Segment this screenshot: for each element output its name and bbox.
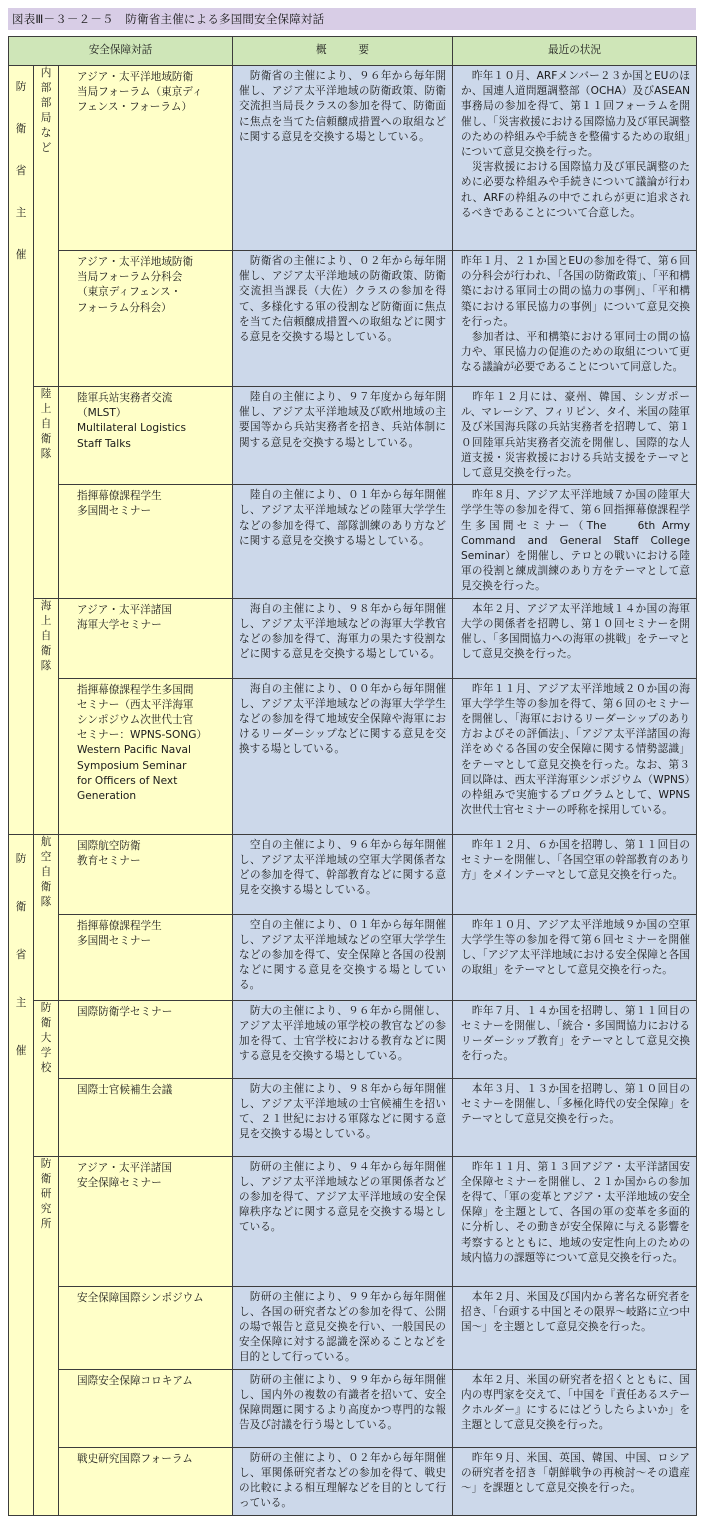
vertical-char: 部 [40,97,52,109]
summary-cell [233,1286,453,1369]
vertical-text [16,66,27,276]
summary-cell [233,1156,453,1286]
dialog-name-line: 多国間セミナー [77,934,152,947]
vertical-text [41,387,52,462]
dialog-name-line: 国際防衛学セミナー [77,1005,173,1018]
figure-title: 図表Ⅲ－３－２－５ 防衛省主催による多国間安全保障対話 [8,8,696,30]
dialog-name-line: Western Pacific Naval [77,744,191,757]
vertical-char: 大 [40,1031,52,1044]
status-cell [453,598,697,678]
org-defense-academy [34,1000,59,1156]
vertical-char: 防 [40,1001,52,1014]
dialog-name-line: セミナー：WPNS-SONG） [77,729,208,742]
status-cell [453,251,697,387]
summary-text: 防研の主催により、９９年から毎年開催し、各国の研究者などの参加を得て、公開の場で報告と意見交換を行い、一般国民の安全保障に対する認識を深めることなどを目的として行っている。 [239,1290,447,1364]
vertical-char: 催 [15,249,27,261]
dialog-name-cell [59,251,233,387]
status-cell [453,66,697,251]
summary-text: 防衛省の主催により、０２年から毎年開催し、アジア太平洋地域の防衛政策、防衛交流担当課長（大佐）クラスの参加を得て、多様化する軍の役割など防衛面に焦点を当てた信頼醸成措置への取組などに関する意見を交換する場としている。 [239,255,447,344]
status-paragraph: 本年２月、米国及び国内から著名な研究者を招き、「台頭する中国とその限界～岐路に立つ中国～」を主題として意見交換を行った。 [461,1290,691,1334]
summary-cell [233,598,453,678]
dialog-name-line: for Officers of Next [77,774,178,787]
summary-cell [233,914,453,1000]
vertical-text [16,835,27,1075]
dialog-name-line: 指揮幕僚課程学生 [77,919,162,932]
vertical-char: 究 [40,1202,52,1215]
dialog-name-line: アジア・太平洋諸国 [77,603,172,616]
summary-cell [233,1000,453,1078]
dialog-name-line: フェンス・フォーラム） [77,101,193,114]
status-paragraph: 昨年８月、アジア太平洋地域７か国の陸軍大学学生等の参加を得て、第６回指揮幕僚課程学生多国間セミナー（The 6th Army Command and General Staff College Seminar）を開催し、テロとの戦いにおける陸軍の役割と練成訓練のあり方をテーマとして意見交換を行った。 [461,489,691,593]
vertical-char: 内 [40,67,52,79]
vertical-char: 陸 [40,388,52,400]
header-dialog: 安全保障対話 [9,37,233,66]
dialog-name-cell [59,66,233,251]
vertical-text [41,66,52,156]
vertical-char: 省 [15,948,27,961]
vertical-char: 航 [40,835,52,848]
summary-cell [233,251,453,387]
org-nids [34,1156,59,1515]
header-status: 最近の状況 [453,37,697,66]
summary-cell [233,387,453,485]
table-row [9,1369,697,1447]
dialog-name-line: 当局フォーラム分科会 [77,271,183,284]
table-body [9,66,697,1516]
header-summary: 概 要 [233,37,453,66]
status-paragraph: 昨年７月、１４か国を招聘し、第１１回目のセミナーを開催し、「統合・多国間協力におけるリーダーシップ教育」をテーマとして意見交換を行った。 [461,1004,691,1063]
status-cell [453,1156,697,1286]
vertical-char: 催 [15,1044,27,1057]
summary-text: 陸自の主催により、９７年度から毎年開催し、アジア太平洋地域及び欧州地域の主要国等から兵站実務者を招き、兵站体制に関する意見を交換する場としている。 [239,391,447,449]
vertical-char: 局 [40,112,52,124]
vertical-text [41,1001,52,1076]
dialog-name-line: 戦史研究国際フォーラム [77,1452,193,1465]
status-paragraph: 参加者は、平和構築における軍同士の間の協力や、軍民協力の促進のための取組について更なる議論が必要であることについて同意した。 [461,331,691,374]
summary-text: 海自の主催により、００年から毎年開催し、アジア太平洋地域などの海軍大学学生などの参加を得て地域安全保障や海軍におけるリーダーシップなどに関する意見を交換する場としている。 [239,682,447,756]
summary-text: 防研の主催により、９４年から毎年開催し、アジア太平洋地域などの軍関係者などの参加を得て、アジア太平洋地域の安全保障秩序などに関する意見を交換する場としている。 [239,1160,447,1234]
org-air-sdf [34,834,59,1000]
summary-text: 空自の主催により、０１年から毎年開催し、アジア太平洋地域などの空軍大学学生などの参加を得て、安全保障と各国の役割などに関する意見を交換する場としている。 [239,918,447,992]
vertical-char: 衛 [15,123,27,135]
dialog-name-line: 安全保障国際シンポジウム [77,1291,204,1304]
org-ground-sdf [34,387,59,599]
vertical-char: 衛 [40,880,52,893]
dialog-name-line: アジア・太平洋地域防衛 [77,71,194,83]
dialog-name-line: 海軍大学セミナー [77,618,162,631]
table-header-row [9,37,697,66]
dialog-name-line: （東京ディフェンス・ [77,286,182,299]
dialog-name-line: 国際士官候補生会議 [77,1083,173,1096]
summary-text: 防大の主催により、９８年から毎年開催し、アジア太平洋地域の士官候補生を招いて、２１世紀における軍隊などに関する意見を交換する場としている。 [239,1082,447,1141]
summary-text: 空自の主催により、９６年から毎年開催し、アジア太平洋地域の空軍大学関係者などの参加を得て、幹部教育などに関する意見を交換する場としている。 [239,838,447,897]
dialog-name-line: 指揮幕僚課程学生 [77,490,162,503]
table-row [9,598,697,678]
status-paragraph: 昨年９月、米国、英国、韓国、中国、ロシアの研究者を招き「朝鮮戦争の再検討～その遺産～」を課題として意見交換を行った。 [461,1451,691,1495]
vertical-char: 研 [40,1187,52,1200]
vertical-char: 所 [40,1217,52,1230]
vertical-char: 自 [40,629,52,642]
org-naikyoku [34,66,59,387]
summary-cell [233,1369,453,1447]
summary-cell [233,678,453,834]
table-row [9,914,697,1000]
dialog-name-cell [59,485,233,598]
status-cell [453,387,697,485]
dialog-name-cell [59,1447,233,1515]
status-paragraph: 昨年１２月、６か国を招聘し、第１１回目のセミナーを開催し、「各国空軍の幹部教育のあり方」をメインテーマとして意見交換を行った。 [461,838,691,882]
vertical-char: 学 [40,1046,52,1059]
vertical-char: 省 [15,165,27,177]
dialog-name-cell [59,834,233,914]
summary-text: 防研の主催により、９９年から毎年開催し、国内外の複数の有識者を招いて、安全保障問題に関するより高度かつ専門的な報告及び討議を行う場としている。 [239,1373,447,1432]
status-cell [453,914,697,1000]
table-row [9,1156,697,1286]
vertical-char: 主 [15,207,27,219]
status-cell [453,834,697,914]
vertical-char: 衛 [15,900,27,913]
status-cell [453,1000,697,1078]
summary-cell [233,485,453,598]
dialog-name-line: 当局フォーラム（東京ディ [77,86,203,99]
status-cell [453,1447,697,1515]
table-row [9,485,697,598]
vertical-char: 衛 [40,1172,52,1185]
vertical-char: 防 [15,81,27,93]
vertical-char: 防 [15,852,27,865]
dialogue-table [8,36,697,1516]
vertical-char: 海 [40,599,52,612]
summary-cell [233,1078,453,1156]
table-row [9,1447,697,1515]
vertical-char: 衛 [40,433,52,445]
dialog-name-cell [59,1078,233,1156]
status-paragraph: 昨年１月、２１か国とEUの参加を得て、第６回の分科会が行われ、「各国の防衛政策」、「平和構築における軍同士の間の協力の事例」、「平和構築における軍民協力の事例」について意見交換を行った。 [461,255,691,328]
dialog-name-cell [59,1156,233,1286]
dialog-name-line: アジア・太平洋地域防衛 [77,256,194,268]
dialog-name-cell [59,914,233,1000]
status-paragraph: 昨年１２月には、豪州、韓国、シンガポール、マレーシア、フィリピン、タイ、米国の陸軍及び米国海兵隊の兵站実務者を招聘して、第１０回陸軍兵站実務者交流を開催し、国際的な人道支援・災害救援における兵站支援をテーマとして意見交換を行った。 [461,391,691,480]
dialog-name-line: 指揮幕僚課程学生多国間 [77,683,194,696]
status-paragraph: 本年２月、アジア太平洋地域１４か国の海軍大学の関係者を招聘し、第１０回セミナーを開催し、「多国間協力への海軍の挑戦」をテーマとして意見交換を行った。 [461,602,691,661]
vertical-char: 衛 [40,644,52,657]
dialog-name-line: 多国間セミナー [77,505,152,518]
dialog-name-line: 安全保障セミナー [77,1176,162,1189]
org-maritime-sdf [34,598,59,834]
vertical-char: 防 [40,1157,52,1170]
table-row [9,834,697,914]
dialog-name-line: Generation [77,790,137,803]
vertical-char: 隊 [40,659,52,672]
summary-text: 陸自の主催により、０１年から毎年開催し、アジア太平洋地域などの陸軍大学学生などの参加を得て、部隊訓練のあり方などに関する意見を交換する場としている。 [239,489,447,547]
vertical-char: 空 [40,850,52,863]
dialog-name-line: フォーラム分科会） [77,301,172,314]
vertical-char: 隊 [40,448,52,460]
dialog-name-cell [59,1000,233,1078]
dialog-name-line: （MLST） [77,407,127,420]
vertical-char: 主 [15,996,27,1009]
status-cell [453,485,697,598]
vertical-text [41,835,52,910]
table-row [9,678,697,834]
summary-cell [233,66,453,251]
vertical-char: 上 [40,403,52,415]
vertical-char: 校 [40,1061,52,1074]
vertical-text [41,1157,52,1232]
dialog-name-line: 教育セミナー [77,854,141,867]
status-cell [453,1078,697,1156]
summary-cell [233,1447,453,1515]
status-paragraph: 昨年１１月、第１３回アジア・太平洋諸国安全保障セミナーを開催し、２１か国からの参加を得て、「軍の変革とアジア・太平洋地域の安全保障」を主題として、各国の軍の変革を多面的に分析し、その動きが安全保障に与える影響を考察するとともに、地域の安定性向上のための域内協力の課題等について意見交換を行った。 [461,1160,691,1264]
table-row [9,251,697,387]
dialog-name-line: シンポジウム次世代士官 [77,714,194,727]
status-paragraph: 本年２月、米国の研究者を招くとともに、国内の専門家を交えて、「中国を『責任あるステークホルダー』にするにはどうしたらよいか」を主題として意見交換を行った。 [461,1373,691,1432]
dialog-name-cell [59,1369,233,1447]
table-row [9,1078,697,1156]
dialog-name-line: 国際安全保障コロキアム [77,1374,193,1387]
status-paragraph: 本年３月、１３か国を招聘し、第１０回目のセミナーを開催し、「多極化時代の安全保障」をテーマとして意見交換を行った。 [461,1082,691,1126]
summary-text: 防大の主催により、９６年から開催し、アジア太平洋地域の軍学校の教官などの参加を得て、士官学校における教育などに関する意見を交換する場としている。 [239,1004,447,1063]
status-cell [453,678,697,834]
dialog-name-line: Symposium Seminar [77,759,187,772]
dialog-name-line: アジア・太平洋諸国 [77,1161,172,1174]
vertical-char: 隊 [40,895,52,908]
dialog-name-line: 国際航空防衛 [77,839,141,852]
vertical-char: 上 [40,614,52,627]
summary-text: 海自の主催により、９８年から毎年開催し、アジア太平洋地域などの海軍大学教官などの参加を得て、海軍力の果たす役割などに関する意見を交換する場としている。 [239,602,447,661]
summary-text: 防衛省の主催により、９６年から毎年開催し、アジア太平洋地域の防衛政策、防衛交流担当局長クラスの参加を得て、防衛面に焦点を当てた信頼醸成措置への取組などに関する意見を交換する場としている。 [239,70,447,143]
dialog-name-line: 陸軍兵站実務者交流 [77,392,173,404]
summary-text: 防研の主催により、０２年から毎年開催し、軍関係研究者などの参加を得て、戦史の比較による相互理解などを目的として行っている。 [239,1451,447,1510]
dialog-name-cell [59,678,233,834]
status-paragraph: 昨年１０月、アジア太平洋地域９か国の空軍大学学生等の参加を得て第６回セミナーを開催し、「アジア太平洋地域における安全保障と各国の取組」をテーマとして意見交換を行った。 [461,918,691,977]
vertical-char: ど [40,142,52,154]
status-paragraph: 災害救援における国際協力及び軍民調整のために必要な枠組みや手続きについて議論が行われ、ARFの枠組みの中でこれらが更に追求されるべきであることについて合意した。 [461,161,691,219]
status-cell [453,1369,697,1447]
dialog-name-line: Staff Talks [77,437,131,450]
dialog-name-line: Multilateral Logistics [77,422,186,435]
group-label-host [9,834,34,1515]
vertical-char: な [40,127,52,139]
status-paragraph: 昨年１０月、ARFメンバー２３か国とEUのほか、国連人道問題調整部（OCHA）及びASEAN事務局の参加を得て、第１１回フォーラムを開催し、「災害救援における国際協力及び軍民調整のための枠組みや手続きを整備するための取組」について意見交換を行った。 [461,70,691,159]
status-cell [453,1286,697,1369]
table-row [9,1000,697,1078]
summary-cell [233,834,453,914]
dialog-name-cell [59,1286,233,1369]
group-label-host [9,66,34,835]
vertical-char: 部 [40,82,52,94]
dialog-name-line: セミナー（西太平洋海軍 [77,698,194,711]
vertical-char: 衛 [40,1016,52,1029]
table-row [9,1286,697,1369]
table-row [9,387,697,485]
vertical-text [41,599,52,674]
dialog-name-cell [59,387,233,485]
dialog-name-cell [59,598,233,678]
status-paragraph: 昨年１１月、アジア太平洋地域２０か国の海軍大学学生等の参加を得て、第６回のセミナーを開催し、「海軍におけるリーダーシップのあり方およびその評価法」、「アジア太平洋諸国の海洋をめぐる各国の安全保障に関する情勢認識」をテーマとして意見交換を行った。なお、第３回以降は、西太平洋海軍シンポジウム（WPNS）の枠組みで実施するプログラムとして、WPNS次世代士官セミナーの呼称を採用している。 [461,682,691,817]
table-row [9,66,697,251]
vertical-char: 自 [40,865,52,878]
vertical-char: 自 [40,418,52,430]
